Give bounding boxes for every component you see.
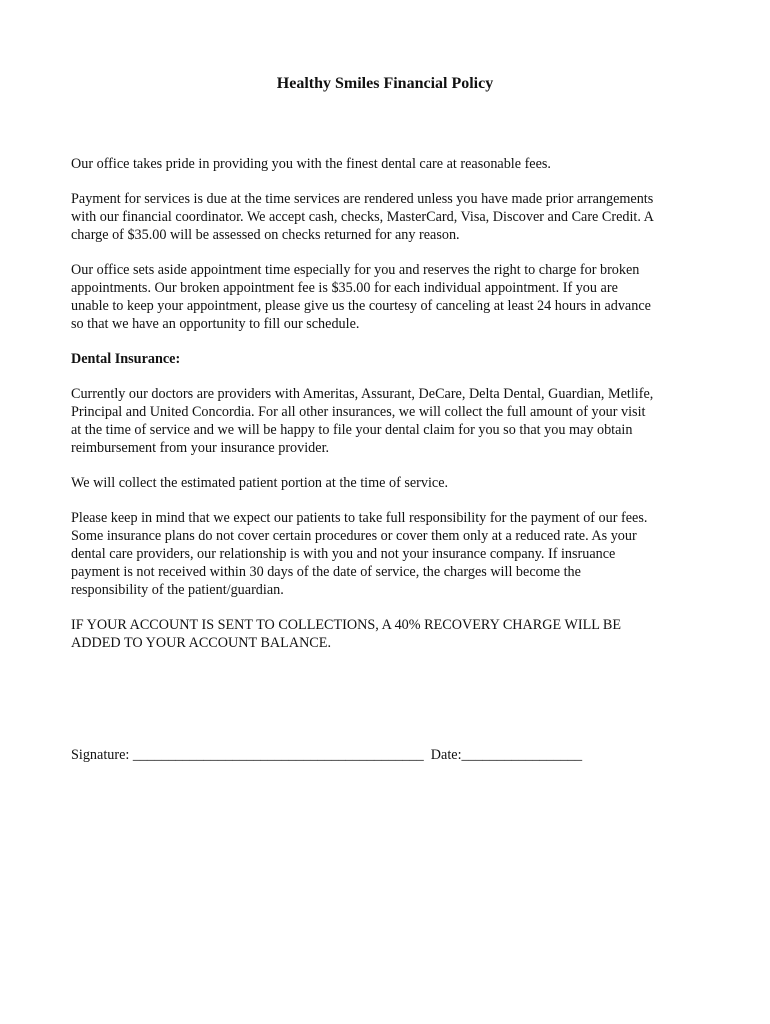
appointment-paragraph: Our office sets aside appointment time especially for you and reserves the right to charge for broken appointments. Our broken appointment fee is $35.00 for each individual appointment. If you are unable to keep your appointment, please give us the courtesy of canceling at least 24 hours in advance so that we have an opportunity to fill our schedule.	[71, 262, 651, 332]
patient-portion-paragraph: We will collect the estimated patient portion at the time of service.	[71, 475, 449, 491]
document-title: Healthy Smiles Financial Policy	[276, 75, 494, 92]
signature-date-line[interactable]: Signature: _________________________________________ Date:_________________	[71, 747, 583, 763]
responsibility-paragraph: Please keep in mind that we expect our patients to take full responsibility for the payment of our fees. Some insurance plans do not cover certain procedures or cover them only at a reduced rate. As your dental care providers, our relationship is with you and not your insurance company. If insruance payment is not received within 30 days of the date of service, the charges will become the responsibility of the patient/guardian.	[71, 510, 648, 598]
insurance-providers-paragraph: Currently our doctors are providers with Ameritas, Assurant, DeCare, Delta Dental, Guardian, Metlife, Principal and United Concordia. For all other insurances, we will collect the full amount of your visit at the time of service and we will be happy to file your dental claim for you so that you may obtain reimbursement from your insurance provider.	[71, 386, 654, 456]
collections-notice: IF YOUR ACCOUNT IS SENT TO COLLECTIONS, A 40% RECOVERY CHARGE WILL BE ADDED TO YOUR ACCOUNT BALANCE.	[71, 617, 622, 651]
insurance-heading: Dental Insurance:	[71, 351, 181, 367]
payment-paragraph: Payment for services is due at the time services are rendered unless you have made prior arrangements with our financial coordinator. We accept cash, checks, MasterCard, Visa, Discover and Care Credit. A charge of $35.00 will be assessed on checks returned for any reason.	[71, 191, 654, 243]
document-body	[71, 155, 711, 669]
intro-paragraph: Our office takes pride in providing you with the finest dental care at reasonable fees.	[71, 156, 551, 172]
